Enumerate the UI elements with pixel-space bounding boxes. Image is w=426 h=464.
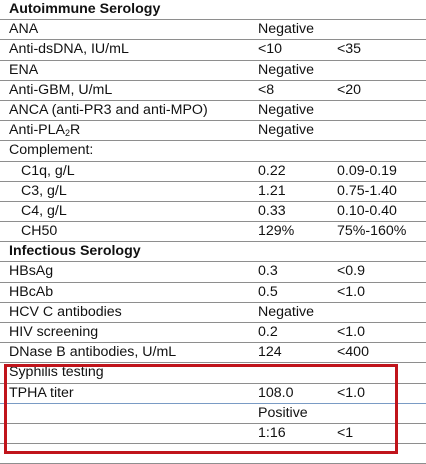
test-label: ENA	[9, 61, 39, 78]
section-title: Infectious Serology	[9, 243, 141, 260]
test-label: CH50	[21, 223, 58, 240]
table-row	[0, 81, 426, 101]
test-label: HIV screening	[9, 324, 99, 340]
test-value: Negative	[258, 303, 314, 320]
test-value: 1.21	[258, 182, 286, 199]
reference-range: <1.0	[337, 324, 366, 340]
reference-range: 0.75-1.40	[337, 182, 397, 199]
test-value: 1:16	[258, 424, 286, 441]
test-label: HBcAb	[9, 283, 54, 300]
section-header-infectious	[0, 242, 426, 262]
test-value: Negative	[258, 101, 314, 118]
table-row	[0, 121, 426, 141]
table-row	[0, 323, 426, 343]
label-main: Anti-PLA	[9, 122, 65, 139]
reference-range: <1.0	[337, 283, 366, 300]
table-row	[0, 162, 426, 182]
table-row	[0, 202, 426, 222]
reference-range: <1.0	[337, 384, 366, 401]
test-label: ANCA (anti-PR3 and anti-MPO)	[9, 101, 208, 118]
test-value: <8	[258, 81, 275, 98]
test-label: Complement:	[9, 142, 94, 159]
test-value: Negative	[258, 21, 314, 38]
reference-range: 75%-160%	[337, 223, 407, 240]
test-label: ANA	[9, 21, 39, 38]
table-row	[0, 20, 426, 40]
test-value: Negative	[258, 61, 314, 78]
table-row	[0, 222, 426, 242]
table-row	[0, 283, 426, 303]
test-label: Syphilis testing	[9, 364, 104, 381]
test-label: C4, g/L	[21, 202, 67, 219]
section-title: Autoimmune Serology	[9, 1, 161, 17]
reference-range: <400	[337, 344, 369, 361]
test-value: 129%	[258, 223, 295, 240]
test-value: 0.33	[258, 202, 286, 219]
test-value: 108.0	[258, 384, 294, 401]
section-header-autoimmune	[0, 0, 426, 20]
test-value: 0.3	[258, 263, 278, 280]
test-label: Anti-dsDNA, IU/mL	[9, 41, 129, 58]
table-row	[0, 182, 426, 202]
table-row	[0, 262, 426, 282]
test-value: <10	[258, 41, 283, 58]
test-value: 0.22	[258, 162, 286, 179]
test-value: Positive	[258, 404, 308, 421]
table-row	[0, 303, 426, 323]
reference-range: <20	[337, 81, 362, 98]
label-subscript: 2	[65, 128, 71, 139]
test-label: DNase B antibodies, U/mL	[9, 344, 177, 361]
test-value: Negative	[258, 122, 314, 139]
test-label: C1q, g/L	[21, 162, 75, 179]
test-label: HCV C antibodies	[9, 303, 122, 320]
table-row	[0, 141, 426, 161]
table-row	[0, 40, 426, 60]
reference-range: <0.9	[337, 263, 366, 280]
table-row	[0, 343, 426, 363]
test-value: 124	[258, 344, 282, 361]
table-row	[0, 101, 426, 121]
test-label	[9, 121, 80, 140]
reference-range: 0.09-0.19	[337, 162, 397, 179]
label-end: R	[70, 122, 81, 139]
test-label: TPHA titer	[9, 384, 74, 401]
table-row	[0, 61, 426, 81]
test-label: C3, g/L	[21, 182, 67, 199]
highlight-box	[4, 364, 398, 454]
reference-range: <35	[337, 41, 362, 58]
test-label: Anti-GBM, U/mL	[9, 81, 113, 98]
reference-range: 0.10-0.40	[337, 202, 397, 219]
test-value: 0.5	[258, 283, 278, 300]
test-label: HBsAg	[9, 263, 54, 280]
test-value: 0.2	[258, 324, 278, 340]
reference-range: <1	[337, 424, 354, 441]
